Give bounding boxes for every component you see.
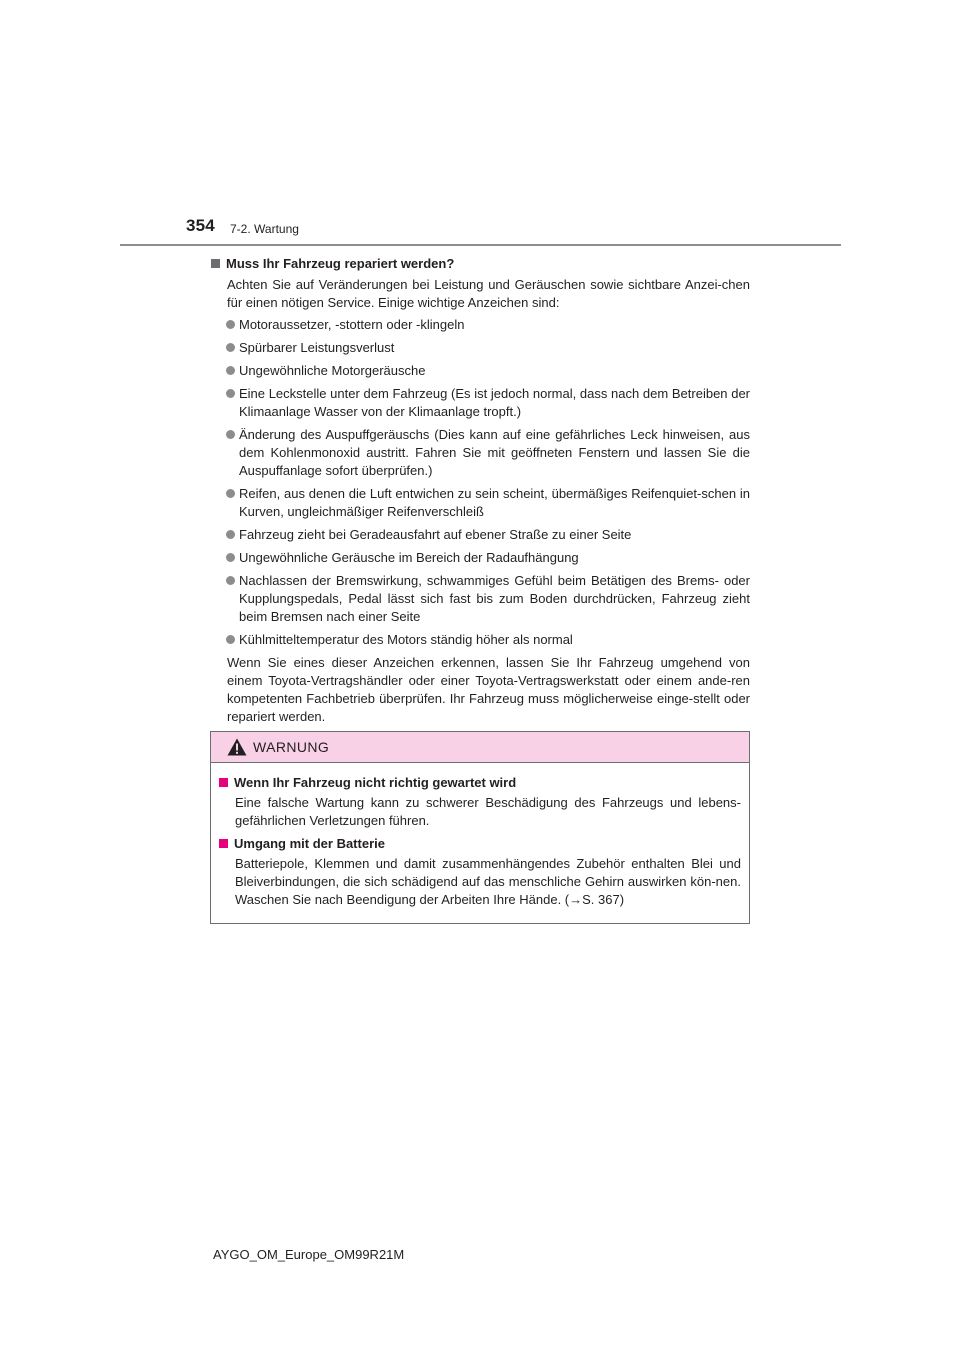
list-item: [210, 316, 750, 334]
warning-triangle-icon: [227, 738, 247, 756]
square-bullet-icon: [211, 259, 220, 268]
bullet-dot-icon: [226, 530, 235, 539]
warning-item-heading-text: Umgang mit der Batterie: [234, 836, 385, 851]
list-item-text: Motoraussetzer, -stottern oder -klingeln: [239, 317, 465, 332]
list-item-text: Ungewöhnliche Motorgeräusche: [239, 363, 426, 378]
bullet-dot-icon: [226, 489, 235, 498]
list-item-text: Eine Leckstelle unter dem Fahrzeug (Es ist jedoch normal, dass nach dem Betreiben der Klimaanlage Wasser von der Klimaanlage tropft.): [239, 386, 750, 419]
list-item: [210, 631, 750, 649]
pink-square-bullet-icon: [219, 778, 228, 787]
section-heading: [210, 255, 750, 273]
warning-item-heading: [219, 774, 741, 792]
bullet-dot-icon: [226, 553, 235, 562]
list-item-text: Reifen, aus denen die Luft entwichen zu sein scheint, übermäßiges Reifenquiet-schen in Kurven, ungleichmäßiger Reifenverschleiß: [239, 486, 750, 519]
list-item: [210, 485, 750, 521]
list-item: [210, 549, 750, 567]
pink-square-bullet-icon: [219, 839, 228, 848]
bullet-dot-icon: [226, 576, 235, 585]
warning-item-heading: [219, 835, 741, 853]
warning-box: [210, 731, 750, 924]
page-number: 354: [186, 216, 215, 235]
bullet-dot-icon: [226, 635, 235, 644]
list-item: [210, 339, 750, 357]
warning-header: [211, 732, 749, 763]
bullet-dot-icon: [226, 430, 235, 439]
bullet-dot-icon: [226, 389, 235, 398]
list-item-text: Fahrzeug zieht bei Geradeausfahrt auf ebener Straße zu einer Seite: [239, 527, 632, 542]
warning-item-text: Batteriepole, Klemmen und damit zusammenhängendes Zubehör enthalten Blei und Bleiverbindungen, die sich schädigend auf das menschliche Gehirn auswirken kön-nen. Waschen Sie nach Beendigung der Arbeiten Ihre Hände. (→S. 367): [235, 856, 741, 907]
list-item-text: Änderung des Auspuffgeräuschs (Dies kann auf eine gefährliches Leck hinweisen, aus dem Kohlenmonoxid austritt. Fahren Sie mit geöffneten Fenstern und lassen Sie die Auspuffanlage sofort überprüfen.): [239, 427, 750, 478]
warning-body: [211, 763, 749, 909]
list-item-text: Kühlmitteltemperatur des Motors ständig höher als normal: [239, 632, 573, 647]
warning-item-text: Eine falsche Wartung kann zu schwerer Beschädigung des Fahrzeugs und lebens-gefährlichen Verletzungen führen.: [235, 795, 741, 828]
list-item-text: Ungewöhnliche Geräusche im Bereich der Radaufhängung: [239, 550, 579, 565]
section-intro: Achten Sie auf Veränderungen bei Leistung und Geräuschen sowie sichtbare Anzei-chen für einen nötigen Service. Einige wichtige Anzeichen sind:: [227, 277, 750, 310]
section-closing: Wenn Sie eines dieser Anzeichen erkennen, lassen Sie Ihr Fahrzeug umgehend von einem Toyota-Vertragshändler oder einer Toyota-Vertragswerkstatt oder einem ande-ren kompetenten Fachbetrieb überprüfen. Ihr Fahrzeug muss möglicherweise einge-stellt oder repariert werden.: [227, 655, 750, 724]
bullet-dot-icon: [226, 320, 235, 329]
list-item: [210, 362, 750, 380]
footer-document-id: AYGO_OM_Europe_OM99R21M: [213, 1247, 405, 1262]
section-heading-text: Muss Ihr Fahrzeug repariert werden?: [226, 256, 455, 271]
list-item-text: Nachlassen der Bremswirkung, schwammiges Gefühl beim Betätigen des Brems- oder Kupplungspedals, Pedal lässt sich fast bis zum Boden durchdrücken, Fahrzeug zieht beim Bremsen nach einer Seite: [239, 573, 750, 624]
list-item: [210, 572, 750, 626]
chapter-title: 7-2. Wartung: [230, 222, 299, 236]
header-rule: [120, 244, 841, 246]
main-content: [210, 255, 750, 726]
list-item: [210, 526, 750, 544]
bullet-dot-icon: [226, 343, 235, 352]
list-item-text: Spürbarer Leistungsverlust: [239, 340, 395, 355]
list-item: [210, 385, 750, 421]
bullet-dot-icon: [226, 366, 235, 375]
warning-title: WARNUNG: [253, 739, 330, 755]
warning-item-heading-text: Wenn Ihr Fahrzeug nicht richtig gewartet wird: [234, 775, 517, 790]
symptom-list: [210, 316, 750, 649]
list-item: [210, 426, 750, 480]
